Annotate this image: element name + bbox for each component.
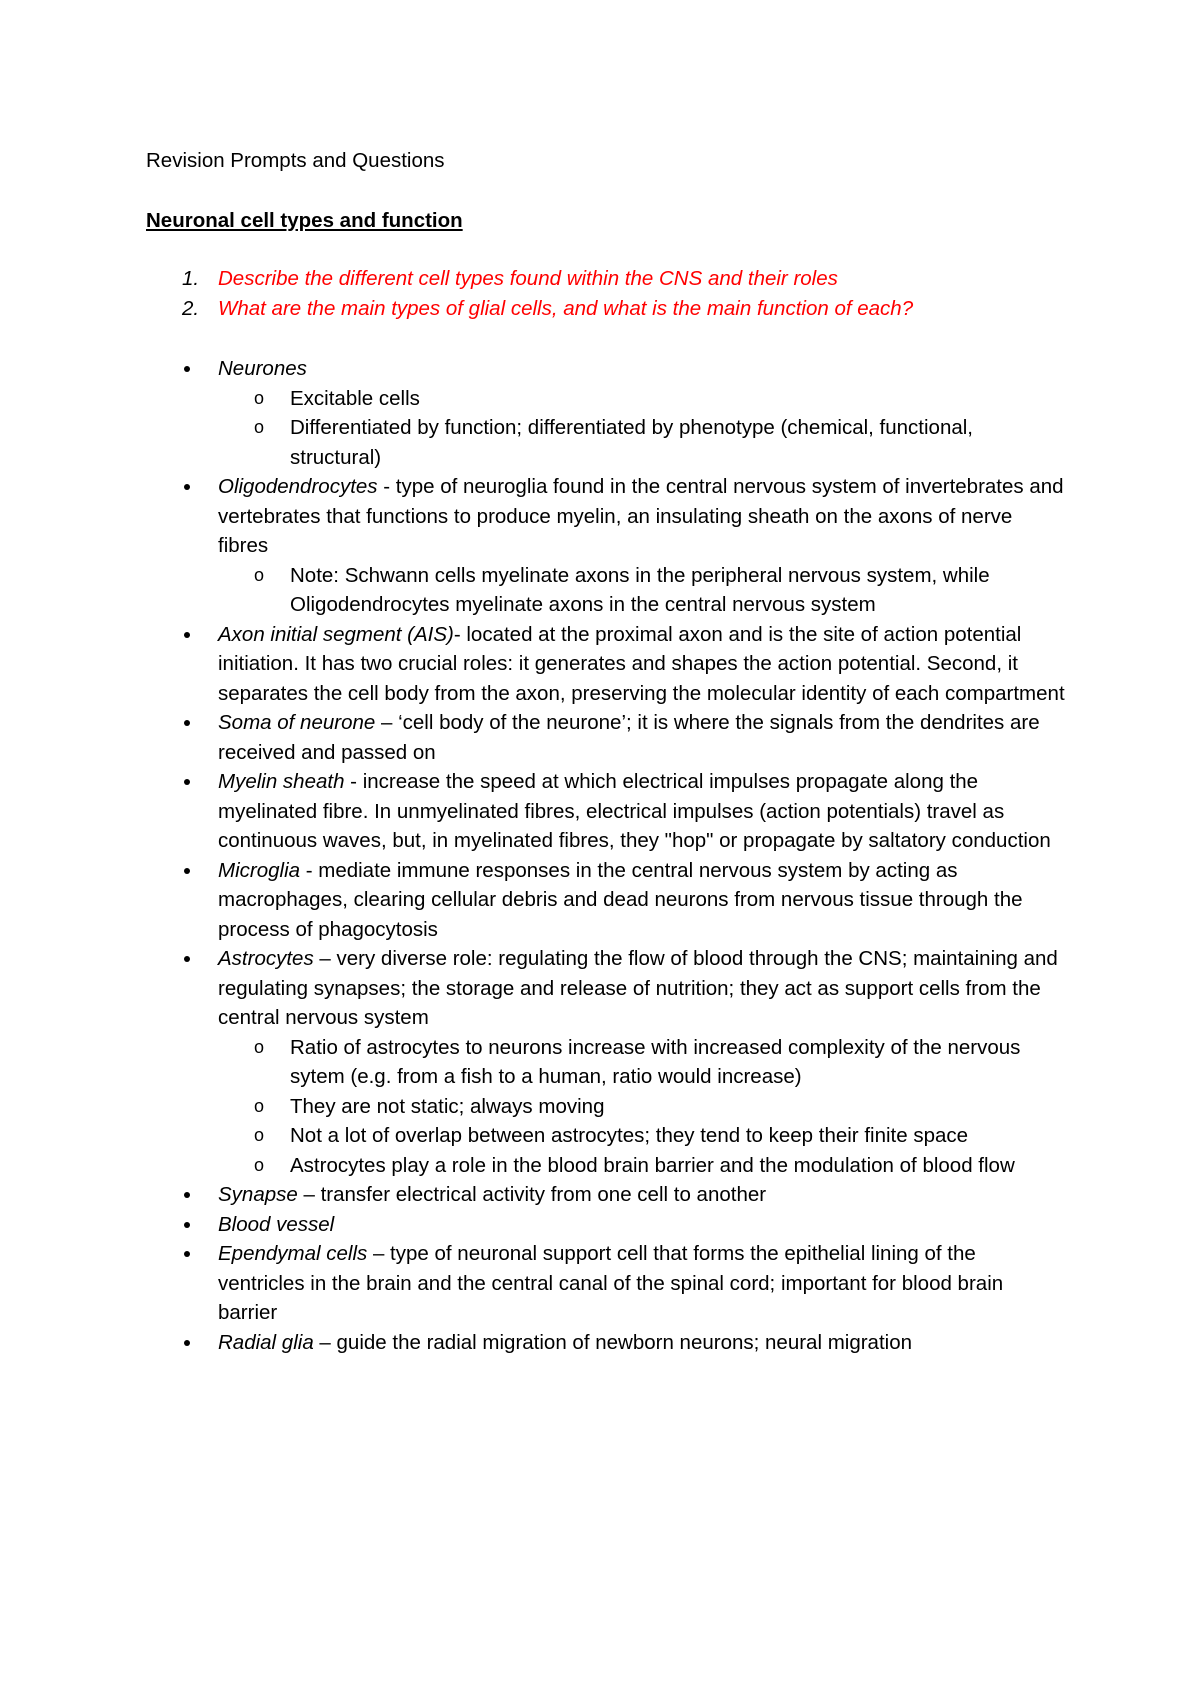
- question-item: [146, 264, 1066, 294]
- question-item: [146, 294, 1066, 324]
- sub-bullet-icon: o: [254, 1125, 265, 1145]
- cell-type-item: [146, 767, 1066, 856]
- cell-type-term: Blood vessel: [218, 1212, 335, 1236]
- sub-point-text: Excitable cells: [290, 386, 420, 410]
- question-list: [146, 264, 1066, 323]
- document-title: Revision Prompts and Questions: [146, 149, 445, 172]
- bullet-dot-icon: [184, 1222, 190, 1228]
- cell-type-term: Ependymal cells: [218, 1242, 368, 1265]
- sub-bullet-icon: o: [254, 417, 265, 437]
- question-text: What are the main types of glial cells, and what is the main function of each?: [218, 296, 914, 320]
- cell-type-item: [146, 856, 1066, 945]
- sub-point-text: Not a lot of overlap between astrocytes; they tend to keep their finite space: [290, 1124, 969, 1147]
- sub-point-item: [218, 561, 1066, 620]
- cell-type-description: – transfer electrical activity from one cell to another: [297, 1183, 767, 1206]
- cell-type-description: – very diverse role: regulating the flow of blood through the CNS; maintaining and regulating synapses; the storage and release of nutrition; they act as support cells from the central nervous system: [218, 947, 1058, 1029]
- sub-bullet-icon: o: [254, 1154, 265, 1175]
- sub-bullet-icon: o: [254, 387, 265, 408]
- bullet-dot-icon: [184, 366, 190, 372]
- sub-point-text: They are not static; always moving: [290, 1094, 605, 1118]
- cell-type-item: [146, 1180, 1066, 1210]
- cell-type-description: – guide the radial migration of newborn neurons; neural migration: [313, 1330, 913, 1354]
- sub-point-list: [218, 384, 1066, 473]
- section-heading: Neuronal cell types and function: [146, 209, 463, 232]
- cell-type-description: - located at the proximal axon and is the site of action potential initiation. It has two crucial roles: it generates and shapes the action potential. Second, it separates the cell body from the axon, preserving the molecular identity of each compartment: [218, 622, 1065, 705]
- sub-point-item: [218, 1121, 1066, 1151]
- sub-point-item: [218, 1151, 1066, 1181]
- cell-type-description: – type of neuronal support cell that forms the epithelial lining of the ventricles in the brain and the central canal of the spinal cord; important for blood brain barrier: [218, 1242, 1004, 1324]
- bullet-dot-icon: [184, 1192, 190, 1198]
- cell-type-item: [146, 1239, 1066, 1328]
- sub-point-list: [218, 561, 1066, 620]
- cell-type-item: [146, 472, 1066, 620]
- sub-point-list: [218, 1033, 1066, 1181]
- question-number: 1.: [182, 267, 200, 290]
- cell-type-item: [146, 944, 1066, 1180]
- sub-point-item: [218, 1092, 1066, 1122]
- question-text: Describe the different cell types found within the CNS and their roles: [218, 267, 838, 290]
- sub-point-item: [218, 1033, 1066, 1092]
- cell-type-description: - type of neuroglia found in the central nervous system of invertebrates and vertebrates that functions to produce myelin, an insulating sheath on the axons of nerve fibres: [218, 475, 1064, 557]
- sub-bullet-icon: o: [254, 564, 265, 585]
- bullet-dot-icon: [184, 1340, 190, 1346]
- cell-type-item: [146, 1328, 1066, 1358]
- cell-type-term: Oligodendrocytes: [218, 475, 378, 498]
- sub-bullet-icon: o: [254, 1095, 265, 1116]
- bullet-dot-icon: [184, 720, 190, 726]
- sub-point-item: [218, 413, 1066, 472]
- cell-type-term: Soma of neurone: [218, 711, 376, 734]
- sub-point-text: Differentiated by function; differentiated by phenotype (chemical, functional, structural): [290, 416, 973, 469]
- cell-type-term: Myelin sheath: [218, 770, 345, 793]
- cell-type-term: Synapse: [218, 1183, 298, 1206]
- bullet-dot-icon: [184, 484, 190, 490]
- bullet-dot-icon: [184, 868, 190, 874]
- bullet-dot-icon: [184, 632, 190, 638]
- sub-point-item: [218, 384, 1066, 414]
- cell-type-term: Astrocytes: [218, 947, 314, 970]
- cell-type-item: [146, 708, 1066, 767]
- sub-point-text: Astrocytes play a role in the blood brain barrier and the modulation of blood flow: [290, 1153, 1015, 1177]
- cell-type-term: Microglia: [218, 858, 301, 882]
- sub-point-text: Note: Schwann cells myelinate axons in the peripheral nervous system, while Oligodendrocytes myelinate axons in the central nervous system: [290, 563, 990, 616]
- cell-type-term: Neurones: [218, 357, 307, 380]
- cell-type-description: - increase the speed at which electrical impulses propagate along the myelinated fibre. In unmyelinated fibres, electrical impulses (action potentials) travel as continuous waves, but, in myelinated fibres, they "hop" or propagate by saltatory conduction: [218, 770, 1051, 852]
- bullet-dot-icon: [184, 779, 190, 785]
- bullet-dot-icon: [184, 956, 190, 962]
- cell-type-item: [146, 620, 1066, 709]
- bullet-dot-icon: [184, 1251, 190, 1257]
- question-number: 2.: [182, 296, 200, 320]
- cell-type-description: - mediate immune responses in the central nervous system by acting as macrophages, clearing cellular debris and dead neurons from nervous tissue through the process of phagocytosis: [218, 858, 1023, 941]
- cell-type-list: [146, 354, 1066, 1357]
- cell-type-term: Radial glia: [218, 1330, 314, 1354]
- sub-bullet-icon: o: [254, 1036, 265, 1057]
- cell-type-item: [146, 1210, 1066, 1240]
- cell-type-term: Axon initial segment (AIS): [218, 622, 454, 646]
- cell-type-description: – ‘cell body of the neurone’; it is where the signals from the dendrites are received and passed on: [218, 711, 1040, 764]
- sub-point-text: Ratio of astrocytes to neurons increase with increased complexity of the nervous sytem (e.g. from a fish to a human, ratio would increase): [290, 1035, 1021, 1088]
- cell-type-item: [146, 354, 1066, 472]
